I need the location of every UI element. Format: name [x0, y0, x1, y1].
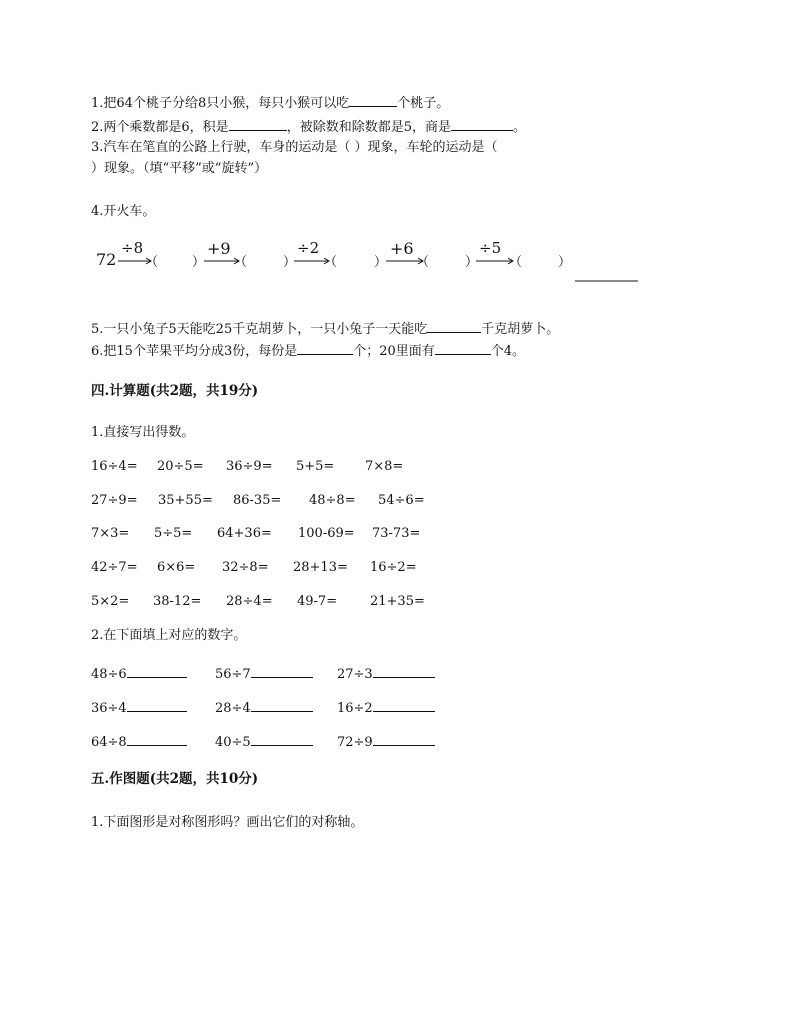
- fill-item: [91, 732, 187, 752]
- math-item: 73-73=: [372, 526, 421, 541]
- fill-expression: 72÷9: [337, 735, 373, 750]
- math-item: 16÷2=: [370, 560, 417, 575]
- math-item: 6×6=: [157, 560, 196, 575]
- fill-item: [91, 664, 187, 684]
- answer-blank[interactable]: [349, 93, 397, 107]
- fill-expression: 27÷3: [337, 667, 373, 682]
- question-1: [91, 93, 449, 113]
- train-paren-open-3: （: [324, 255, 338, 270]
- question-3-line-2: ）现象。（填“平移”或“旋转”）: [91, 161, 268, 176]
- answer-blank[interactable]: [435, 341, 491, 355]
- fill-expression: 56÷7: [215, 667, 251, 682]
- math-item: 38-12=: [153, 594, 202, 609]
- question-2-suffix: 。: [512, 120, 526, 135]
- section-4-question-1: 1.直接写出得数。: [91, 425, 195, 440]
- math-item: 49-7=: [297, 594, 338, 609]
- train-diagram: [0, 236, 794, 286]
- fill-item: [337, 664, 435, 684]
- fill-item: [215, 664, 313, 684]
- fill-expression: 28÷4: [215, 701, 251, 716]
- math-item: 35+55=: [158, 493, 213, 508]
- question-6-suffix: 个4。: [490, 344, 526, 359]
- fill-expression: 64÷8: [91, 735, 127, 750]
- question-2-text: 2.两个乘数都是6，积是: [91, 120, 229, 135]
- section-4-heading: 四.计算题(共2题，共19分): [91, 383, 259, 399]
- math-item: 16÷4=: [91, 459, 138, 474]
- math-item: 64+36=: [217, 526, 272, 541]
- train-paren-open-2: （: [234, 255, 248, 270]
- question-3-line-1: 3.汽车在笔直的公路上行驶，车身的运动是（ ）现象，车轮的运动是（: [91, 140, 498, 155]
- fill-item: [337, 732, 435, 752]
- section-5-question-1: 1.下面图形是对称图形吗？画出它们的对称轴。: [91, 815, 364, 830]
- train-op-3: ÷2: [297, 239, 320, 257]
- math-item: 7×8=: [365, 459, 404, 474]
- fill-expression: 36÷4: [91, 701, 127, 716]
- math-item: 48÷8=: [309, 493, 356, 508]
- answer-blank[interactable]: [251, 732, 313, 746]
- answer-blank[interactable]: [373, 732, 435, 746]
- fill-item: [215, 698, 313, 718]
- math-item: 36÷9=: [226, 459, 273, 474]
- math-item: 28÷4=: [226, 594, 273, 609]
- train-paren-open-1: （: [145, 255, 159, 270]
- question-6: [91, 341, 525, 361]
- question-1-text: 1.把64个桃子分给8只小猴，每只小猴可以吃: [91, 96, 350, 111]
- fill-expression: 48÷6: [91, 667, 127, 682]
- answer-blank[interactable]: [127, 732, 187, 746]
- answer-blank[interactable]: [127, 698, 187, 712]
- math-item: 100-69=: [298, 526, 355, 541]
- question-2-middle: ，被除数和除数都是5，商是: [286, 120, 451, 135]
- train-start-number: 72: [96, 250, 117, 269]
- question-6-text: 6.把15个苹果平均分成3份，每份是: [91, 344, 298, 359]
- math-item: 42÷7=: [91, 560, 138, 575]
- train-paren-close-5[interactable]: ）: [558, 255, 572, 270]
- math-item: 54÷6=: [378, 493, 425, 508]
- answer-blank[interactable]: [451, 117, 513, 131]
- question-5-text: 5.一只小兔子5天能吃25千克胡萝卜，一只小兔子一天能吃: [91, 322, 428, 337]
- train-paren-open-5: （: [509, 255, 523, 270]
- fill-expression: 40÷5: [215, 735, 251, 750]
- math-item: 27÷9=: [91, 493, 138, 508]
- fill-expression: 16÷2: [337, 701, 373, 716]
- question-6-middle: 个；20里面有: [353, 344, 435, 359]
- math-item: 20÷5=: [157, 459, 204, 474]
- question-4: 4.开火车。: [91, 204, 156, 219]
- answer-blank[interactable]: [373, 664, 435, 678]
- answer-blank[interactable]: [427, 319, 481, 333]
- section-4-question-2: 2.在下面填上对应的数字。: [91, 628, 247, 643]
- question-1-suffix: 个桃子。: [397, 96, 450, 111]
- math-item: 28+13=: [293, 560, 348, 575]
- math-item: 86-35=: [233, 493, 282, 508]
- math-item: 5+5=: [296, 459, 335, 474]
- answer-blank[interactable]: [251, 664, 313, 678]
- section-5-heading: 五.作图题(共2题，共10分): [91, 771, 259, 787]
- question-5: [91, 319, 559, 339]
- fill-item: [91, 698, 187, 718]
- answer-blank[interactable]: [229, 117, 287, 131]
- math-item: 21+35=: [370, 594, 425, 609]
- question-5-suffix: 千克胡萝卜。: [481, 322, 560, 337]
- train-op-4: +6: [390, 239, 414, 258]
- question-2: [91, 117, 526, 137]
- answer-blank[interactable]: [373, 698, 435, 712]
- train-paren-close-1[interactable]: ）: [192, 255, 206, 270]
- answer-blank[interactable]: [127, 664, 187, 678]
- train-op-5: ÷5: [479, 239, 502, 257]
- math-item: 7×3=: [91, 526, 130, 541]
- math-item: 32÷8=: [222, 560, 269, 575]
- math-item: 5×2=: [91, 594, 130, 609]
- train-paren-close-2[interactable]: ）: [283, 255, 297, 270]
- train-op-2: +9: [207, 239, 231, 258]
- answer-blank[interactable]: [251, 698, 313, 712]
- train-paren-close-3[interactable]: ）: [374, 255, 388, 270]
- answer-blank[interactable]: [297, 341, 353, 355]
- math-item: 5÷5=: [154, 526, 193, 541]
- fill-item: [215, 732, 313, 752]
- train-paren-open-4: （: [416, 255, 430, 270]
- fill-item: [337, 698, 435, 718]
- train-op-1: ÷8: [121, 239, 144, 257]
- train-paren-close-4[interactable]: ）: [465, 255, 479, 270]
